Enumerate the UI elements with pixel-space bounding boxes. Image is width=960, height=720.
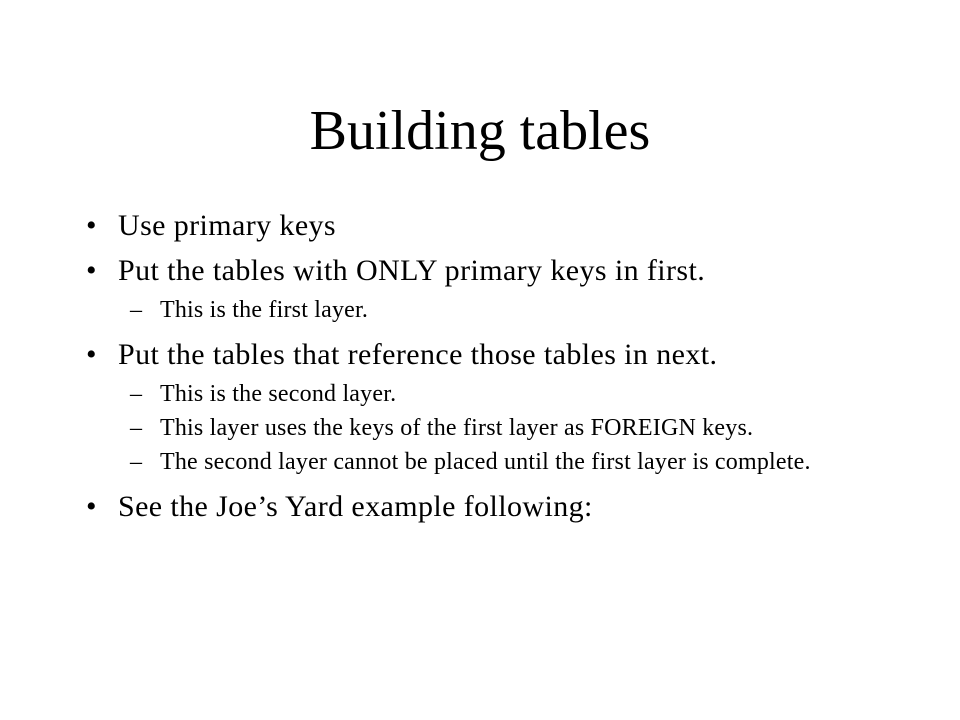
bullet-item: [86, 488, 886, 526]
dash-icon: –: [130, 297, 143, 323]
bullet-icon: •: [86, 209, 97, 242]
sub-bullet-text: This is the first layer.: [160, 297, 369, 323]
dash-icon: –: [130, 415, 143, 441]
bullet-text: Put the tables that reference those tables in next.: [118, 338, 718, 371]
slide-title: Building tables: [309, 100, 651, 162]
bullet-item: [86, 252, 886, 290]
bullet-text: Use primary keys: [118, 209, 337, 242]
bullet-text: See the Joe’s Yard example following:: [118, 490, 593, 523]
sub-bullet-text: The second layer cannot be placed until the first layer is complete.: [160, 449, 811, 475]
sub-bullet-item: [86, 449, 886, 476]
bullet-item: [86, 207, 886, 245]
bullet-list: [86, 207, 886, 533]
sub-bullet-item: [86, 415, 886, 442]
sub-bullet-text: This layer uses the keys of the first layer as FOREIGN keys.: [160, 415, 754, 441]
bullet-icon: •: [86, 338, 97, 371]
bullet-icon: •: [86, 490, 97, 523]
sub-bullet-text: This is the second layer.: [160, 381, 397, 407]
sub-bullet-item: [86, 297, 886, 324]
bullet-icon: •: [86, 254, 97, 287]
sub-bullet-item: [86, 381, 886, 408]
dash-icon: –: [130, 449, 143, 475]
bullet-item: [86, 336, 886, 374]
bullet-text: Put the tables with ONLY primary keys in first.: [118, 254, 706, 287]
dash-icon: –: [130, 381, 143, 407]
